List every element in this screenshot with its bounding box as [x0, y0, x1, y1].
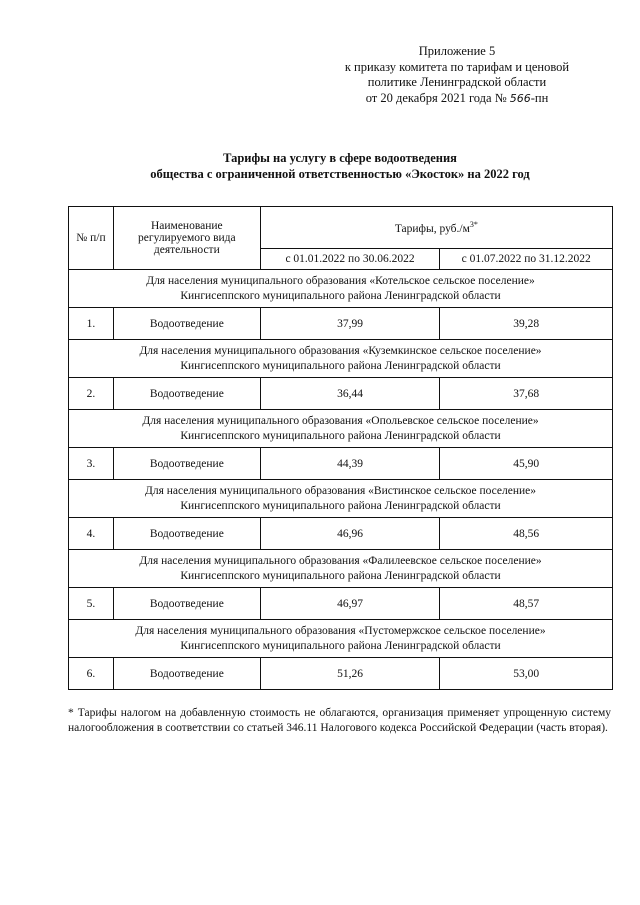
region-district: Кингисеппского муниципального района Ленинградской области [180, 289, 501, 302]
row-tariff-h2: 39,28 [440, 308, 613, 340]
row-activity: Водоотведение [113, 518, 260, 550]
region-row [69, 270, 613, 308]
region-district: Кингисеппского муниципального района Ленинградской области [180, 359, 501, 372]
header-activity: Наименование регулируемого вида деятельности [113, 207, 260, 270]
row-tariff-h1: 46,97 [260, 588, 440, 620]
tariffs-table [68, 206, 613, 690]
row-tariff-h2: 48,56 [440, 518, 613, 550]
region-cell [69, 270, 613, 308]
row-activity: Водоотведение [113, 308, 260, 340]
row-tariff-h1: 36,44 [260, 378, 440, 410]
region-cell [69, 410, 613, 448]
region-name: Для населения муниципального образования «Фалилеевское сельское поселение» [139, 554, 542, 567]
table-row [69, 308, 613, 340]
region-cell [69, 620, 613, 658]
row-num: 2. [69, 378, 114, 410]
row-num: 6. [69, 658, 114, 690]
region-row [69, 620, 613, 658]
row-activity: Водоотведение [113, 378, 260, 410]
region-name: Для населения муниципального образования «Пустомержское сельское поселение» [135, 624, 546, 637]
row-num: 5. [69, 588, 114, 620]
region-name: Для населения муниципального образования «Опольевское сельское поселение» [142, 414, 539, 427]
header-period-1: с 01.01.2022 по 30.06.2022 [260, 249, 440, 270]
row-activity: Водоотведение [113, 658, 260, 690]
table-row [69, 378, 613, 410]
region-cell [69, 340, 613, 378]
region-row [69, 340, 613, 378]
region-district: Кингисеппского муниципального района Ленинградской области [180, 499, 501, 512]
appendix-date-line [307, 91, 607, 107]
row-tariff-h1: 37,99 [260, 308, 440, 340]
region-cell [69, 550, 613, 588]
row-num: 4. [69, 518, 114, 550]
header-tariffs [260, 207, 612, 249]
row-tariff-h1: 51,26 [260, 658, 440, 690]
appendix-header [307, 44, 607, 106]
row-tariff-h2: 53,00 [440, 658, 613, 690]
region-row [69, 550, 613, 588]
title-line-1: Тарифы на услугу в сфере водоотведения [223, 151, 457, 165]
region-name: Для населения муниципального образования «Куземкинское сельское поселение» [139, 344, 542, 357]
table-row [69, 658, 613, 690]
title-line-2: общества с ограниченной ответственностью «Экосток» на 2022 год [150, 167, 530, 181]
region-district: Кингисеппского муниципального района Ленинградской области [180, 569, 501, 582]
header-period-2: с 01.07.2022 по 31.12.2022 [440, 249, 613, 270]
row-tariff-h2: 45,90 [440, 448, 613, 480]
document-title [60, 150, 620, 182]
region-district: Кингисеппского муниципального района Ленинградской области [180, 429, 501, 442]
row-tariff-h2: 48,57 [440, 588, 613, 620]
appendix-order-ref: к приказу комитета по тарифам и ценовой [344, 59, 570, 74]
row-num: 1. [69, 308, 114, 340]
region-row [69, 480, 613, 518]
header-tariffs-label: Тарифы, руб./м [394, 222, 470, 235]
table-row [69, 448, 613, 480]
row-tariff-h1: 46,96 [260, 518, 440, 550]
appendix-committee: политике Ленинградской области [367, 75, 547, 89]
row-num: 3. [69, 448, 114, 480]
table-row [69, 588, 613, 620]
region-row [69, 410, 613, 448]
region-district: Кингисеппского муниципального района Ленинградской области [180, 639, 501, 652]
region-cell [69, 480, 613, 518]
region-name: Для населения муниципального образования «Вистинское сельское поселение» [145, 484, 536, 497]
appendix-title: Приложение 5 [418, 44, 496, 58]
region-name: Для населения муниципального образования «Котельское сельское поселение» [146, 274, 535, 287]
footnote: * Тарифы налогом на добавленную стоимость не облагаются, организация применяет упрощенную систему налогообложения в соответствии со статьей 346.11 Налогового кодекса Российской Федерации (часть вторая). [68, 707, 611, 734]
table-row [69, 518, 613, 550]
header-num: № п/п [69, 207, 114, 270]
order-number: 566 [509, 91, 531, 105]
row-activity: Водоотведение [113, 448, 260, 480]
row-tariff-h1: 44,39 [260, 448, 440, 480]
row-activity: Водоотведение [113, 588, 260, 620]
order-suffix: -пн [530, 90, 549, 105]
row-tariff-h2: 37,68 [440, 378, 613, 410]
header-tariffs-sup: 3* [469, 220, 478, 230]
appendix-date: от 20 декабря 2021 года № [365, 90, 507, 105]
